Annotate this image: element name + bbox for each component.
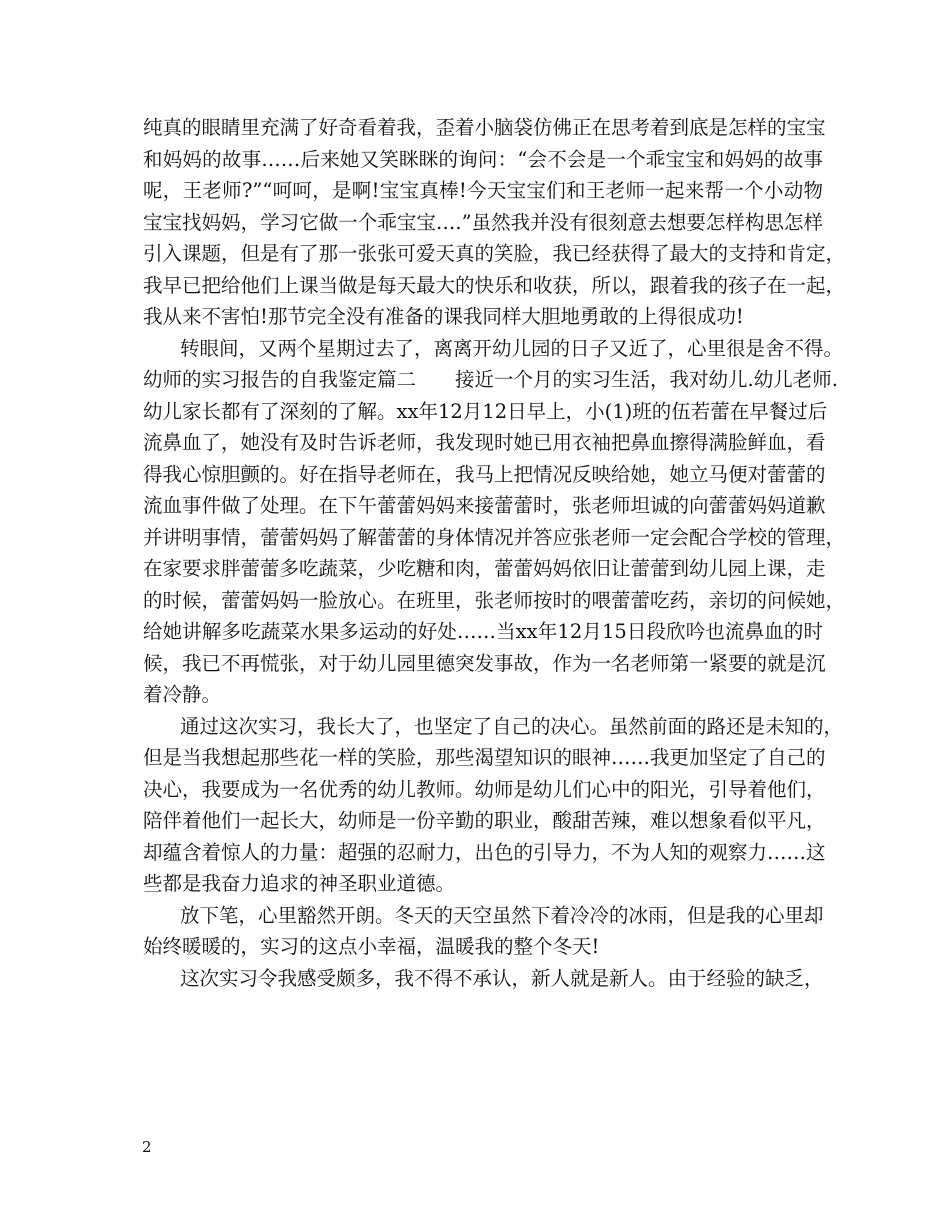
- text-line: 放下笔，心里豁然开朗。冬天的天空虽然下着冷冷的冰雨，但是我的心里却: [180, 903, 824, 927]
- text-line: 决心，我要成为一名优秀的幼儿教师。幼师是幼儿们心中的阳光，引导着他们，: [143, 777, 826, 801]
- text-line: 纯真的眼睛里充满了好奇看着我，歪着小脑袋仿佛正在思考着到底是怎样的宝宝: [143, 116, 826, 139]
- text-line: 着冷静。: [143, 683, 222, 706]
- text-line: 我早已把给他们上课当做是每天最大的快乐和收获，所以，跟着我的孩子在一起，: [143, 273, 846, 297]
- text-line: 幼儿家长都有了深刻的了解。xx年12月12日早上，小(1)班的伍若蕾在早餐过后: [143, 399, 828, 423]
- text-line: 这次实习令我感受颇多，我不得不承认，新人就是新人。由于经验的缺乏，: [180, 966, 824, 990]
- text-line: 的时候，蕾蕾妈妈一脸放心。在班里，张老师按时的喂蕾蕾吃药，亲切的问候她，: [143, 588, 846, 612]
- text-line: 流鼻血了，她没有及时告诉老师，我发现时她已用衣袖把鼻血擦得满脸鲜血，看: [143, 431, 826, 454]
- text-line: 转眼间，又两个星期过去了，离离开幼儿园的日子又近了，心里很是舍不得。: [180, 336, 844, 360]
- text-line: 始终暖暖的，实习的这点小幸福，温暖我的整个冬天!: [143, 935, 600, 958]
- text-line: 和妈妈的故事……后来她又笑眯眯的询问：“会不会是一个乖宝宝和妈妈的故事: [143, 147, 823, 171]
- text-line: 呢，王老师?”“呵呵，是啊!宝宝真棒!今天宝宝们和王老师一起来帮一个小动物: [143, 179, 823, 202]
- text-line: 却蕴含着惊人的力量：超强的忍耐力，出色的引导力，不为人知的观察力……这: [143, 840, 826, 864]
- text-line: 通过这次实习，我长大了，也坚定了自己的决心。虽然前面的路还是未知的，: [180, 714, 844, 738]
- text-line: 候，我已不再慌张，对于幼儿园里德突发事故，作为一名老师第一紧要的就是沉: [143, 651, 826, 675]
- text-line: 给她讲解多吃蔬菜水果多运动的好处……当xx年12月15日段欣吟也流鼻血的时: [143, 620, 823, 643]
- text-line: 得我心惊胆颤的。好在指导老师在，我马上把情况反映给她，她立马便对蕾蕾的: [143, 462, 826, 486]
- text-line: 些都是我奋力追求的神圣职业道德。: [143, 872, 456, 895]
- text-line: 幼师的实习报告的自我鉴定篇二 接近一个月的实习生活，我对幼儿.幼儿老师.: [143, 368, 838, 391]
- text-line: 流血事件做了处理。在下午蕾蕾妈妈来接蕾蕾时，张老师坦诚的向蕾蕾妈妈道歉: [143, 494, 826, 517]
- text-line: 在家要求胖蕾蕾多吃蔬菜，少吃糖和肉，蕾蕾妈妈依旧让蕾蕾到幼儿园上课，走: [143, 557, 826, 580]
- text-line: 但是当我想起那些花一样的笑脸，那些渴望知识的眼神……我更加坚定了自己的: [143, 746, 826, 769]
- body-text: [143, 112, 846, 994]
- text-line: 陪伴着他们一起长大，幼师是一份辛勤的职业，酸甜苦辣，难以想象看似平凡，: [143, 809, 826, 832]
- text-line: 引入课题，但是有了那一张张可爱天真的笑脸，我已经获得了最大的支持和肯定，: [143, 242, 846, 265]
- text-line: 并讲明事情，蕾蕾妈妈了解蕾蕾的身体情况并答应张老师一定会配合学校的管理，: [143, 525, 846, 549]
- page-number: 2: [142, 1138, 152, 1156]
- text-line: 宝宝找妈妈，学习它做一个乖宝宝….”虽然我并没有很刻意去想要怎样构思怎样: [143, 210, 823, 234]
- text-line: 我从来不害怕!那节完全没有准备的课我同样大胆地勇敢的上得很成功!: [143, 305, 744, 328]
